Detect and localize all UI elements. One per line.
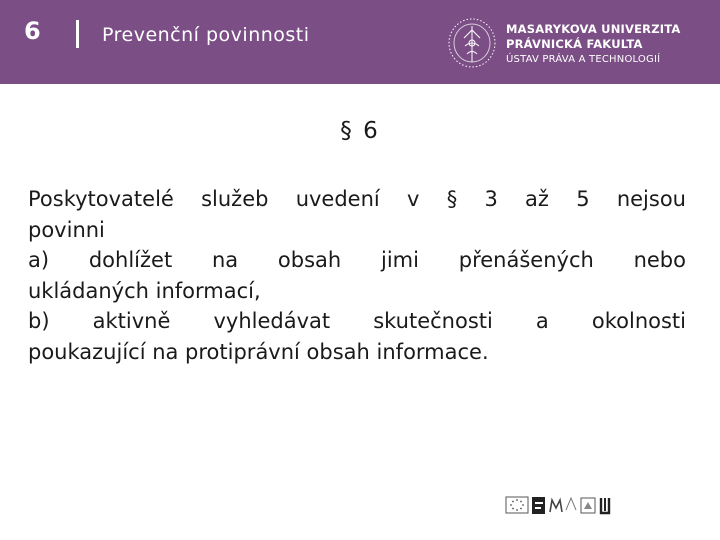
text-line-1: Poskytovatelé služeb uvedení v § 3 až 5 nejsou xyxy=(28,187,686,211)
university-line1: MASARYKOVA UNIVERZITA xyxy=(506,22,681,36)
university-name xyxy=(506,22,706,67)
text-line-2: povinni xyxy=(28,217,105,242)
body-text xyxy=(28,184,686,367)
text-line-4: ukládaných informací, xyxy=(28,278,261,303)
eu-op-msmt-mu-logos-icon xyxy=(505,494,625,518)
university-line3: ÚSTAV PRÁVA A TECHNOLOGIÍ xyxy=(506,54,661,65)
text-line-6: poukazující na protiprávní obsah informace. xyxy=(28,339,489,364)
text-line-5: b) aktivně vyhledávat skutečnosti a okolnosti xyxy=(28,309,686,333)
university-line2: PRÁVNICKÁ FAKULTA xyxy=(506,37,643,51)
university-seal-icon xyxy=(446,16,498,70)
text-line-3: a) dohlížet na obsah jimi přenášených nebo xyxy=(28,248,686,272)
header-bar xyxy=(0,0,720,84)
slide-number: 6 xyxy=(24,17,41,45)
slide-title: Prevenční povinnosti xyxy=(102,24,310,46)
title-separator xyxy=(76,20,79,48)
section-heading: § 6 xyxy=(340,118,380,144)
